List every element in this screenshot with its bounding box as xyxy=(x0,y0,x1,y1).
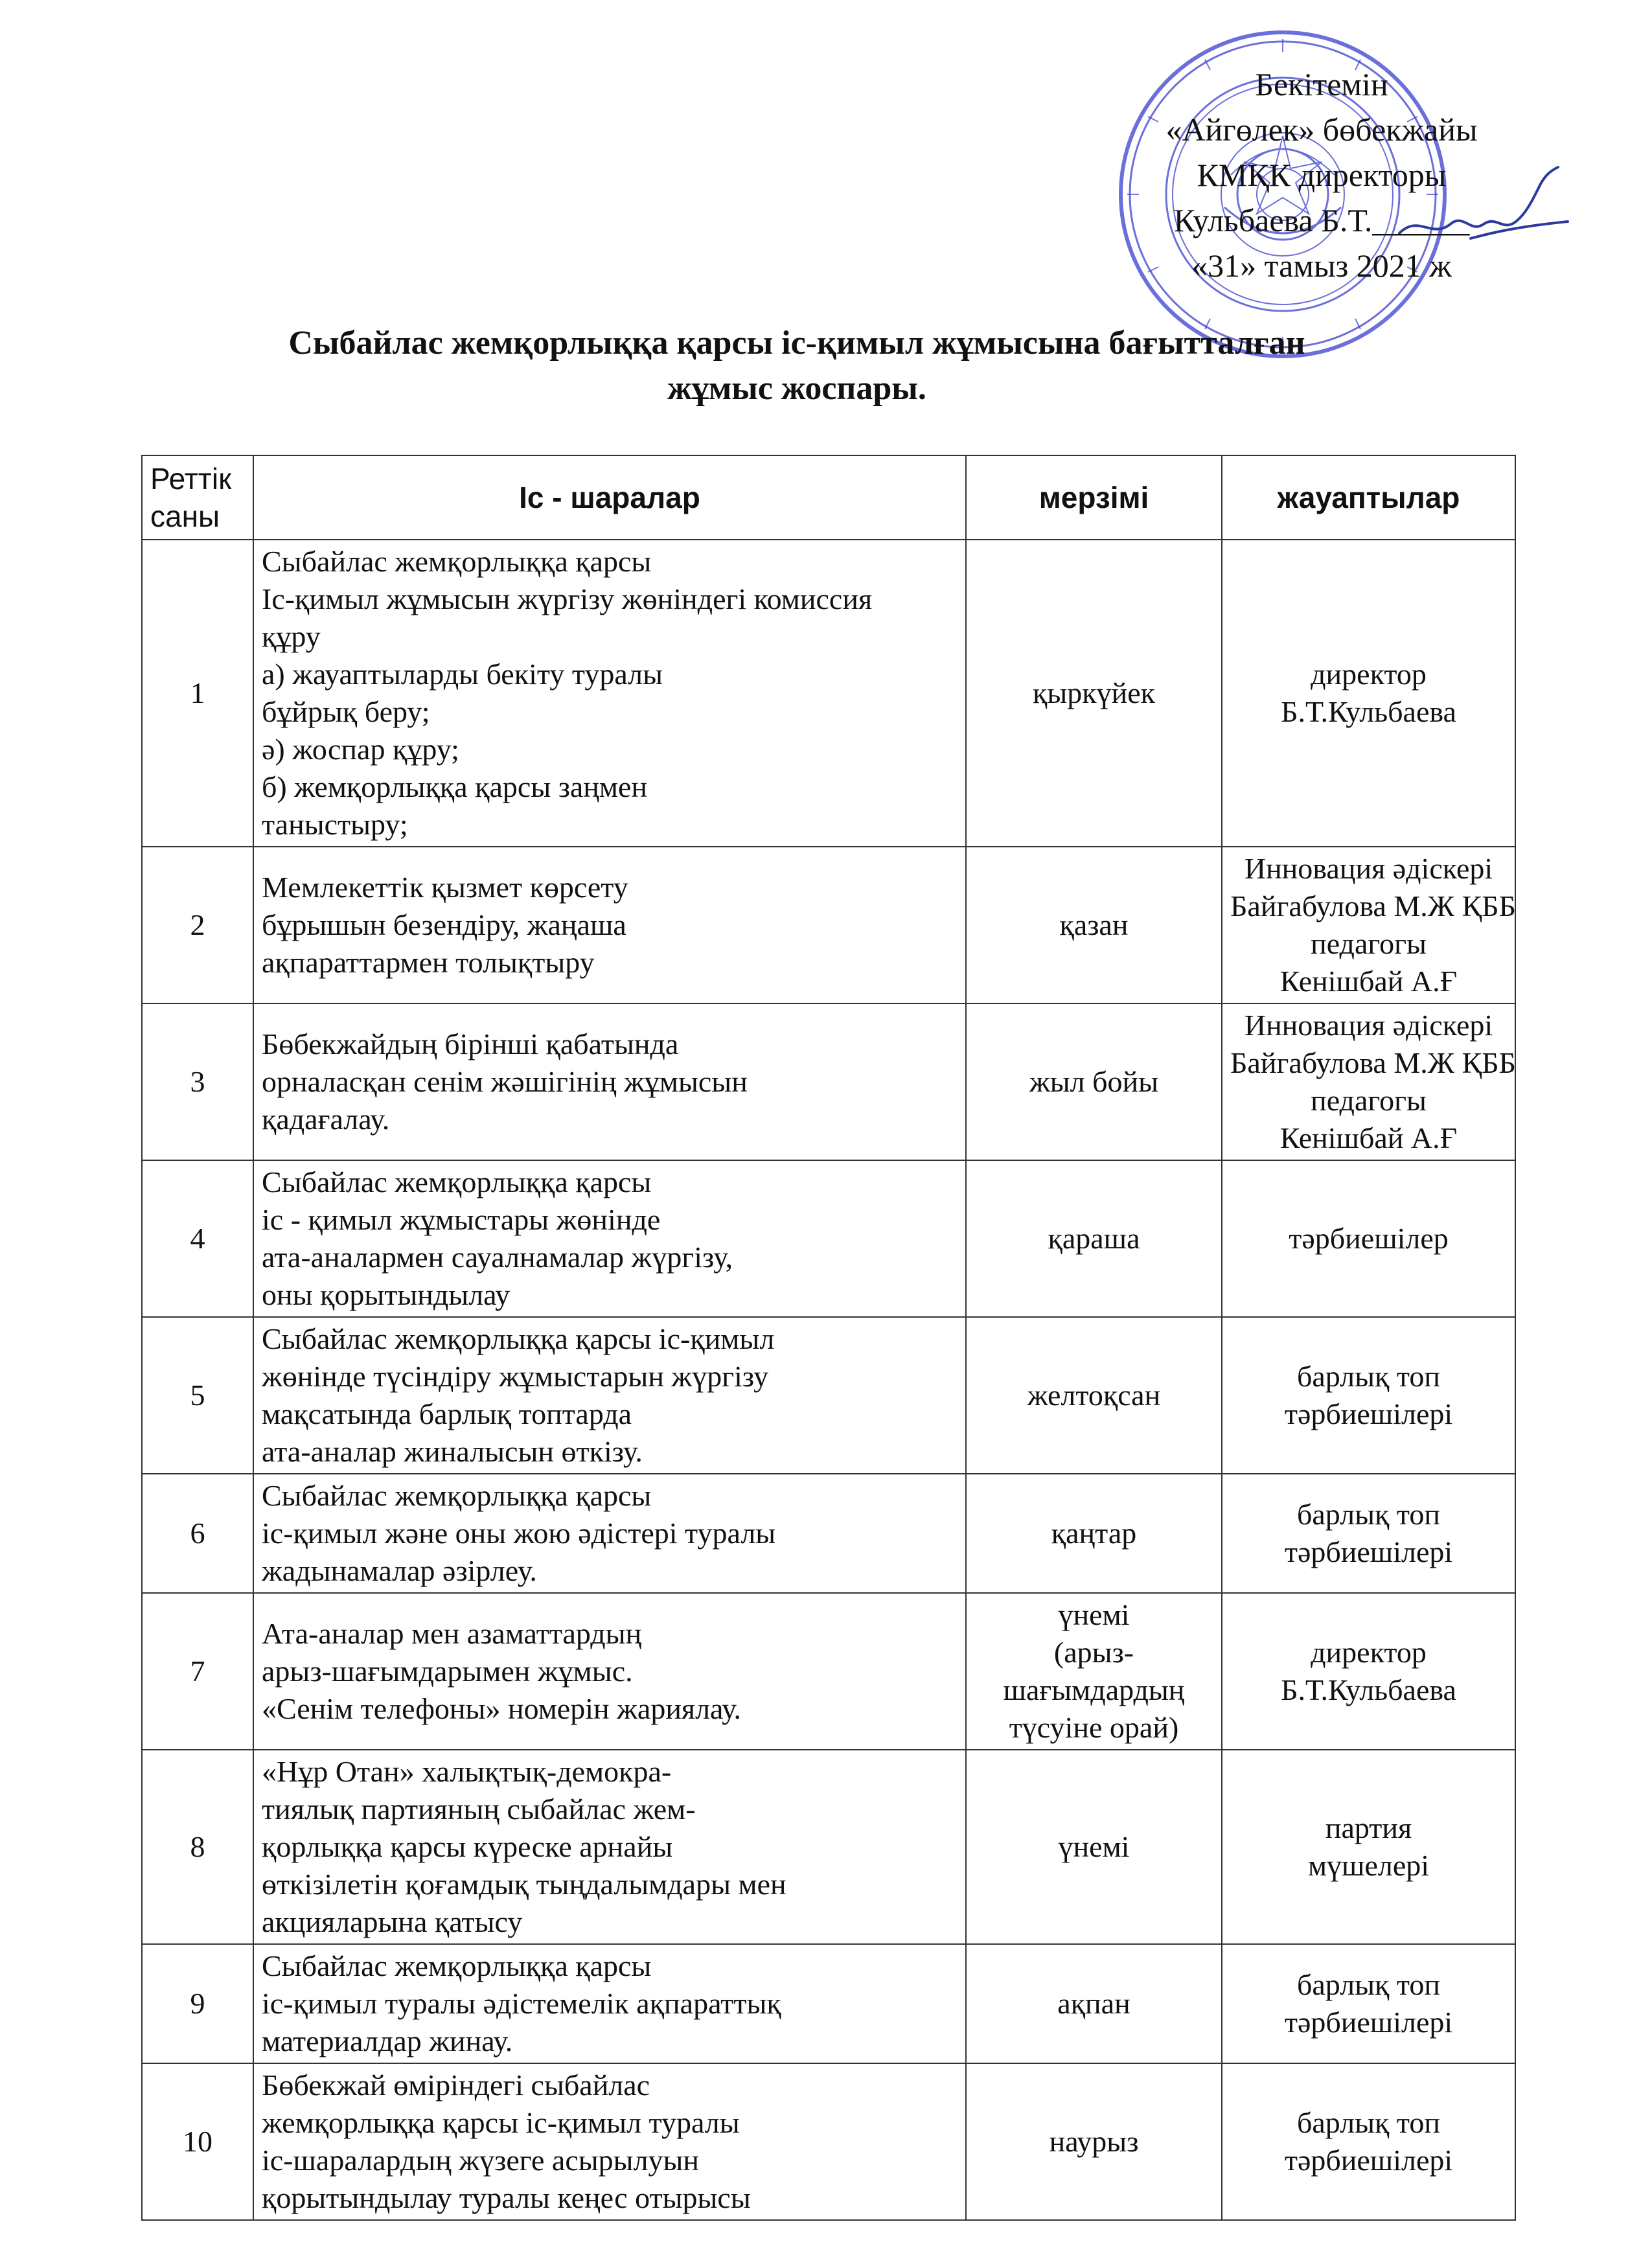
activity-cell xyxy=(253,1750,966,1944)
header-number xyxy=(142,455,253,540)
activity-cell-line: «Нұр Отан» халықтық-демокра- xyxy=(262,1755,672,1788)
responsible-cell-line: тәрбиешілер xyxy=(1289,1222,1449,1255)
deadline-cell-line: жыл бойы xyxy=(1029,1065,1159,1098)
activity-cell-line: іс-шаралардың жүзеге асырылуын xyxy=(262,2144,700,2177)
responsible-cell-line: партия xyxy=(1325,1811,1412,1844)
deadline-cell-line: қараша xyxy=(1048,1222,1140,1255)
activity-cell-line: оны қорытындылау xyxy=(262,1278,511,1311)
activity-cell-line: бұрышын безендіру, жаңаша xyxy=(262,908,626,941)
activity-cell-line: тиялық партияның сыбайлас жем- xyxy=(262,1793,696,1826)
row-number: 6 xyxy=(142,1474,253,1593)
activity-cell xyxy=(253,1160,966,1317)
activity-cell-line: іс-қимыл және оны жою әдістері туралы xyxy=(262,1517,776,1550)
activity-cell-line: материалдар жинау. xyxy=(262,2024,513,2057)
deadline-cell xyxy=(966,847,1222,1003)
responsible-cell xyxy=(1222,1944,1515,2063)
deadline-cell xyxy=(966,1593,1222,1750)
activity-cell-line: «Сенім телефоны» номерін жариялау. xyxy=(262,1692,742,1725)
responsible-cell xyxy=(1222,1317,1515,1474)
activity-cell-line: жөнінде түсіндіру жұмыстарын жүргізу xyxy=(262,1360,769,1393)
responsible-cell-line: барлық топ xyxy=(1296,2106,1441,2139)
activity-cell-line: ата-аналар жиналысын өткізу. xyxy=(262,1435,643,1468)
responsible-cell-line: барлық топ xyxy=(1296,1968,1441,2001)
responsible-cell xyxy=(1222,1750,1515,1944)
deadline-cell xyxy=(966,1317,1222,1474)
header-deadline: мерзімі xyxy=(966,455,1222,540)
activity-cell-line: ата-аналармен сауалнамалар жүргізу, xyxy=(262,1241,733,1274)
deadline-cell-line: қаңтар xyxy=(1051,1517,1137,1550)
row-number: 3 xyxy=(142,1003,253,1160)
plan-table-body xyxy=(142,540,1515,2220)
header-activity: Іс - шаралар xyxy=(253,455,966,540)
activity-cell-line: бұйрық беру; xyxy=(262,695,430,728)
activity-cell-line: ә) жоспар құру; xyxy=(262,733,459,766)
responsible-cell xyxy=(1222,1003,1515,1160)
activity-cell xyxy=(253,1944,966,2063)
activity-cell xyxy=(253,1003,966,1160)
deadline-cell xyxy=(966,1944,1222,2063)
deadline-cell-line: ақпан xyxy=(1057,1987,1130,2020)
activity-cell xyxy=(253,1593,966,1750)
deadline-cell-line: желтоқсан xyxy=(1027,1379,1161,1412)
table-row xyxy=(142,1750,1515,1944)
deadline-cell-line: қазан xyxy=(1059,908,1129,941)
deadline-cell-line: шағымдардың xyxy=(1003,1673,1185,1706)
document-title xyxy=(130,321,1464,411)
activity-cell xyxy=(253,2063,966,2220)
deadline-cell xyxy=(966,1474,1222,1593)
activity-cell-line: жемқорлыққа қарсы іс-қимыл туралы xyxy=(262,2106,740,2139)
deadline-cell-line: қыркүйек xyxy=(1033,676,1155,709)
row-number: 9 xyxy=(142,1944,253,2063)
responsible-cell-line: Кенішбай А.Ғ xyxy=(1279,1121,1458,1154)
responsible-cell xyxy=(1222,1474,1515,1593)
responsible-cell-line: Кенішбай А.Ғ xyxy=(1279,965,1458,998)
approval-line: КМҚК директоры xyxy=(1197,157,1447,193)
title-line-1: Сыбайлас жемқорлыққа қарсы іс-қимыл жұмысына бағытталған xyxy=(288,325,1305,361)
activity-cell-line: іс-қимыл туралы әдістемелік ақпараттық xyxy=(262,1987,781,2020)
approval-line: «31» тамыз 2021 ж xyxy=(1191,247,1452,284)
responsible-cell xyxy=(1222,1160,1515,1317)
activity-cell-line: а) жауаптыларды бекіту туралы xyxy=(262,658,663,691)
activity-cell-line: Сыбайлас жемқорлыққа қарсы xyxy=(262,1165,652,1198)
row-number: 5 xyxy=(142,1317,253,1474)
approval-line: Бекітемін xyxy=(1255,66,1388,102)
responsible-cell-line: директор xyxy=(1311,1636,1427,1669)
activity-cell xyxy=(253,1317,966,1474)
row-number: 1 xyxy=(142,540,253,847)
approval-line: Кульбаева Б.Т.______ xyxy=(1173,202,1470,238)
header-number-line: Реттік xyxy=(150,462,232,496)
table-row xyxy=(142,1003,1515,1160)
table-row xyxy=(142,540,1515,847)
responsible-cell xyxy=(1222,847,1515,1003)
activity-cell-line: ақпараттармен толықтыру xyxy=(262,946,595,979)
activity-cell xyxy=(253,540,966,847)
table-header-row xyxy=(142,455,1515,540)
responsible-cell-line: Байгабулова М.Ж ҚББ xyxy=(1230,1046,1516,1079)
activity-cell-line: Сыбайлас жемқорлыққа қарсы xyxy=(262,545,652,578)
responsible-cell xyxy=(1222,540,1515,847)
activity-cell-line: Сыбайлас жемқорлыққа қарсы іс-қимыл xyxy=(262,1322,775,1355)
activity-cell-line: Бөбекжай өміріндегі сыбайлас xyxy=(262,2068,650,2102)
activity-cell-line: Ата-аналар мен азаматтардың xyxy=(262,1617,642,1650)
header-number-line: саны xyxy=(150,499,220,533)
activity-cell-line: қадағалау. xyxy=(262,1103,390,1136)
table-row xyxy=(142,847,1515,1003)
activity-cell-line: қорлыққа қарсы күреске арнайы xyxy=(262,1830,673,1863)
activity-cell-line: қорытындылау туралы кеңес отырысы xyxy=(262,2181,751,2214)
activity-cell-line: Сыбайлас жемқорлыққа қарсы xyxy=(262,1949,652,1982)
activity-cell-line: іс - қимыл жұмыстары жөнінде xyxy=(262,1203,661,1236)
activity-cell-line: таныстыру; xyxy=(262,808,408,841)
row-number: 7 xyxy=(142,1593,253,1750)
responsible-cell-line: барлық топ xyxy=(1296,1498,1441,1531)
activity-cell-line: акцияларына қатысу xyxy=(262,1905,523,1938)
responsible-cell-line: Инновация әдіскері xyxy=(1244,1009,1493,1042)
responsible-cell-line: мүшелері xyxy=(1307,1849,1430,1882)
activity-cell-line: құру xyxy=(262,620,321,653)
activity-cell xyxy=(253,847,966,1003)
responsible-cell-line: директор xyxy=(1311,658,1427,691)
responsible-cell xyxy=(1222,2063,1515,2220)
activity-cell-line: орналасқан сенім жәшігінің жұмысын xyxy=(262,1065,748,1098)
responsible-cell-line: тәрбиешілері xyxy=(1284,1535,1453,1568)
responsible-cell-line: педагогы xyxy=(1311,1084,1427,1117)
deadline-cell-line: түсуіне орай) xyxy=(1009,1711,1179,1744)
deadline-cell-line: үнемі xyxy=(1058,1830,1130,1863)
deadline-cell-line: наурыз xyxy=(1049,2125,1139,2158)
responsible-cell-line: Б.Т.Кульбаева xyxy=(1281,695,1456,728)
activity-cell-line: өткізілетін қоғамдық тыңдалымдары мен xyxy=(262,1868,786,1901)
deadline-cell xyxy=(966,1750,1222,1944)
table-row xyxy=(142,1474,1515,1593)
responsible-cell-line: педагогы xyxy=(1311,927,1427,960)
activity-cell-line: б) жемқорлыққа қарсы заңмен xyxy=(262,770,648,803)
table-row xyxy=(142,1593,1515,1750)
responsible-cell-line: барлық топ xyxy=(1296,1360,1441,1393)
activity-cell-line: Іс-қимыл жұмысын жүргізу жөніндегі комиссия xyxy=(262,582,873,615)
activity-cell-line: Сыбайлас жемқорлыққа қарсы xyxy=(262,1479,652,1512)
activity-cell-line: мақсатында барлық топтарда xyxy=(262,1397,632,1430)
deadline-cell-line: үнемі xyxy=(1058,1598,1130,1631)
responsible-cell-line: тәрбиешілері xyxy=(1284,2144,1453,2177)
row-number: 4 xyxy=(142,1160,253,1317)
plan-table xyxy=(141,455,1516,2221)
deadline-cell xyxy=(966,2063,1222,2220)
responsible-cell xyxy=(1222,1593,1515,1750)
title-line-2: жұмыс жоспары. xyxy=(667,370,926,407)
responsible-cell-line: Б.Т.Кульбаева xyxy=(1281,1673,1456,1706)
deadline-cell-line: (арыз- xyxy=(1053,1636,1134,1669)
deadline-cell xyxy=(966,1160,1222,1317)
responsible-cell-line: тәрбиешілері xyxy=(1284,1397,1453,1430)
activity-cell-line: жадынамалар әзірлеу. xyxy=(262,1554,537,1587)
responsible-cell-line: Байгабулова М.Ж ҚББ xyxy=(1230,889,1516,922)
activity-cell xyxy=(253,1474,966,1593)
activity-cell-line: арыз-шағымдарымен жұмыс. xyxy=(262,1655,633,1688)
table-row xyxy=(142,2063,1515,2220)
responsible-cell-line: тәрбиешілері xyxy=(1284,2006,1453,2039)
table-row xyxy=(142,1944,1515,2063)
row-number: 2 xyxy=(142,847,253,1003)
row-number: 8 xyxy=(142,1750,253,1944)
approval-block xyxy=(1095,62,1548,288)
table-row xyxy=(142,1160,1515,1317)
table-row xyxy=(142,1317,1515,1474)
header-responsible: жауаптылар xyxy=(1222,455,1515,540)
deadline-cell xyxy=(966,540,1222,847)
activity-cell-line: Мемлекеттік қызмет көрсету xyxy=(262,871,628,904)
deadline-cell xyxy=(966,1003,1222,1160)
approval-line: «Айгөлек» бөбекжайы xyxy=(1165,111,1478,148)
row-number: 10 xyxy=(142,2063,253,2220)
responsible-cell-line: Инновация әдіскері xyxy=(1244,852,1493,885)
activity-cell-line: Бөбекжайдың бірінші қабатында xyxy=(262,1027,679,1060)
